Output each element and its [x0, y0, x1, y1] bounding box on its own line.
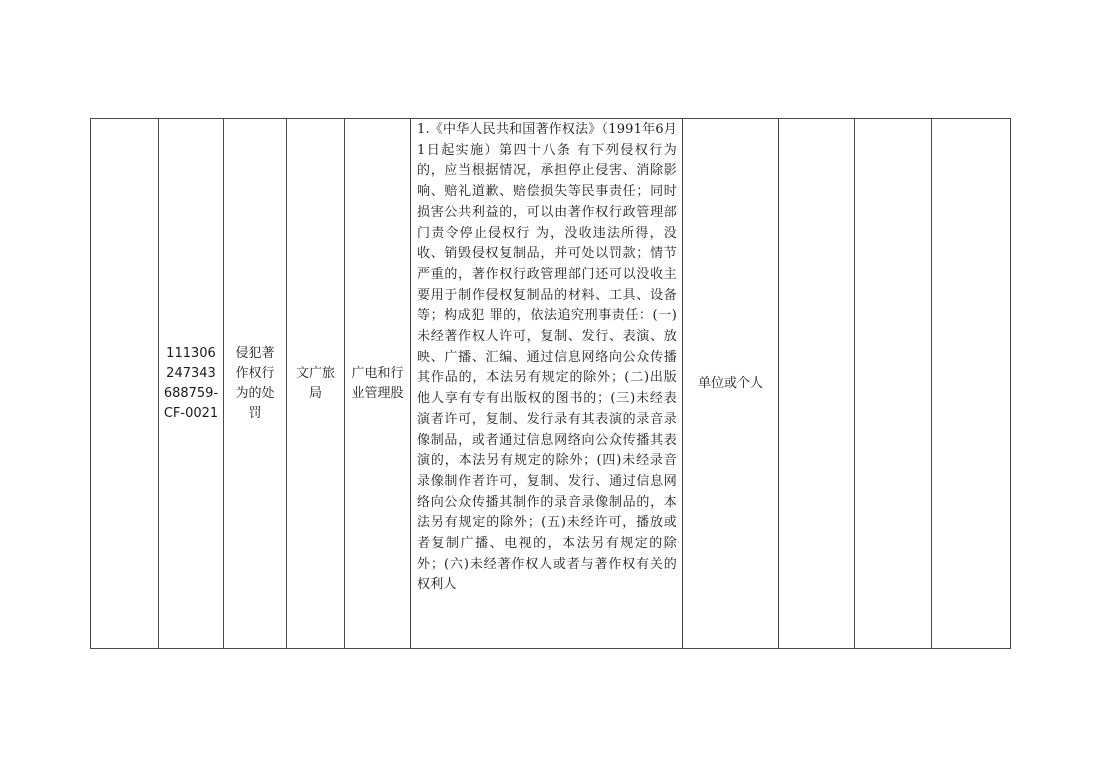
- subject-cell: [683, 119, 779, 649]
- item-code: 111306247343688759-CF-0021: [163, 345, 219, 421]
- legal-basis-text: 1.《中华人民共和国著作权法》（1991年6月1日起实施）第四十八条 有下列侵权行为的，应当根据情况，承担停止侵害、消除影响、赔礼道歉、赔偿损失等民事责任；同时损害公共利益的，可以由著作权行政管理部门责令停止侵权行 为，没收违法所得，没收、销毁侵权复制品，并可处以罚款；情节严重的，著作权行政管理部门还可以没收主要用于制作侵权复制品的材料、工具、设备等；构成犯 罪的，依法追究刑事责任：(一)未经著作权人许可，复制、发行、表演、放映、广播、汇编、通过信息网络向公众传播其作品的，本法另有规定的除外；(二)出版他人享有专有出版权的图书的；(三)未经表演者许可，复制、发行录有其表演的录音录像制品，或者通过信息网络向公众传播其表演的，本法另有规定的除外；(四)未经录音录像制作者许可，复制、发行、通过信息网络向公众传播其制作的录音录像制品的，本法另有规定的除外；(五)未经许可，播放或者复制广播、电视的，本法另有规定的除外；(六)未经著作权人或者与著作权有关的权利人: [417, 122, 677, 593]
- item-name: 侵犯著作权行为的处罚: [235, 345, 275, 421]
- legal-basis-cell: [411, 119, 683, 649]
- office-name: 广电和行业管理股: [351, 365, 404, 401]
- subject-text: 单位或个人: [697, 375, 763, 391]
- code-cell: [159, 119, 224, 649]
- extra-cell-3: [932, 119, 1011, 649]
- table-row: [91, 119, 1011, 649]
- office-cell: [345, 119, 411, 649]
- department-cell: [287, 119, 345, 649]
- index-cell: [91, 119, 159, 649]
- extra-cell-1: [779, 119, 855, 649]
- penalty-items-table: [90, 118, 1011, 649]
- extra-cell-2: [855, 119, 932, 649]
- department-name: 文广旅局: [295, 365, 335, 401]
- item-name-cell: [224, 119, 287, 649]
